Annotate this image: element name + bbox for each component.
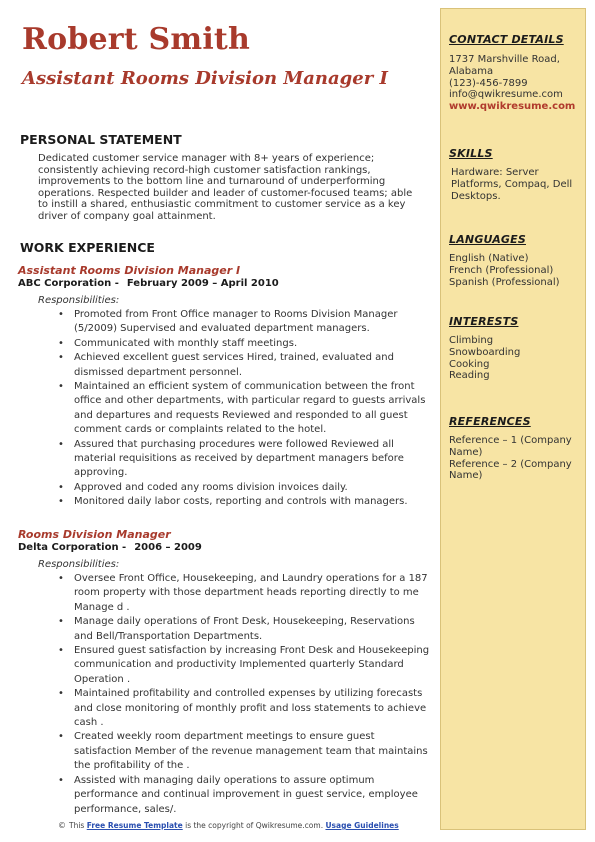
list-item: Spanish (Professional) xyxy=(449,276,560,288)
list-item: • Communicated with monthly staff meetings. xyxy=(58,337,430,351)
skills-section xyxy=(449,147,583,202)
job-title: Assistant Rooms Division Manager I xyxy=(18,264,241,277)
list-item: Snowboarding xyxy=(449,346,521,358)
job-entry xyxy=(18,264,430,510)
personal-statement-heading: PERSONAL STATEMENT xyxy=(20,132,182,147)
list-item: Climbing xyxy=(449,335,494,346)
list-item: • Oversee Front Office, Housekeeping, and Laundry operations for a 187 room property with those department heads reporting directly to me Manage d . xyxy=(58,572,430,615)
sidebar xyxy=(440,8,586,830)
responsibilities-label: Responsibilities: xyxy=(38,559,120,570)
candidate-name: Robert Smith xyxy=(22,22,250,57)
references-heading: REFERENCES xyxy=(449,415,531,428)
list-item: • Promoted from Front Office manager to Rooms Division Manager (5/2009) Supervised and evaluated department managers. xyxy=(58,308,430,337)
list-item: • Monitored daily labor costs, reporting and controls with managers. xyxy=(58,495,430,509)
footer-prefix: This xyxy=(69,821,85,830)
usage-guidelines-link[interactable]: Usage Guidelines xyxy=(325,821,399,830)
list-item: • Assisted with managing daily operations to assure optimum performance and continual improvement in guest service, employee performance, sales/. xyxy=(58,774,430,817)
contact-heading: CONTACT DETAILS xyxy=(449,33,564,46)
list-item: • Ensured guest satisfaction by increasing Front Desk and Housekeeping communication and productivity Implemented quarterly Standard Operation . xyxy=(58,644,430,687)
list-item: • Assured that purchasing procedures were followed Reviewed all material requisitions as received by department managers before approving. xyxy=(58,438,430,481)
skills-heading: SKILLS xyxy=(449,147,493,160)
company-name: ABC Corporation - xyxy=(18,278,119,289)
languages-heading: LANGUAGES xyxy=(449,233,526,246)
work-experience-heading: WORK EXPERIENCE xyxy=(20,240,155,255)
personal-statement-text: Dedicated customer service manager with 8+ years of experience; consistently achieving record-high customer satisfaction rankings, improvements to the bottom line and turnaround of underperforming operations. Respected builder and leader of customer-focused teams; able to instill a shared, enthusiastic commitment to customer service as a key driver of company goal attainment. xyxy=(38,153,413,222)
contact-address: 1737 Marshville Road, Alabama xyxy=(449,54,560,77)
responsibilities-label: Responsibilities: xyxy=(38,295,120,306)
interests-heading: INTERESTS xyxy=(449,315,519,328)
job-entry xyxy=(18,528,430,817)
interests-section xyxy=(449,315,583,382)
contact-email[interactable]: info@qwikresume.com xyxy=(449,89,563,101)
copyright-icon: © xyxy=(58,821,66,830)
responsibilities-list xyxy=(58,572,430,817)
main-column xyxy=(18,0,430,842)
list-item: Reading xyxy=(449,370,490,382)
responsibilities-list xyxy=(58,308,430,510)
list-item: • Created weekly room department meetings to ensure guest satisfaction Member of the revenue management team that maintains the profitability of the . xyxy=(58,730,430,773)
list-item: • Manage daily operations of Front Desk, Housekeeping, Reservations and Bell/Transportation Departments. xyxy=(58,615,430,644)
contact-section xyxy=(449,33,583,113)
footer-middle: is the copyright of Qwikresume.com. xyxy=(185,821,324,830)
job-company xyxy=(18,542,430,553)
company-name: Delta Corporation - xyxy=(18,542,127,553)
list-item: French (Professional) xyxy=(449,264,554,276)
contact-website-link[interactable]: www.qwikresume.com xyxy=(449,101,576,113)
list-item: • Approved and coded any rooms division invoices daily. xyxy=(58,481,430,495)
job-dates: February 2009 – April 2010 xyxy=(126,278,279,289)
list-item: English (Native) xyxy=(449,253,529,264)
list-item: • Achieved excellent guest services Hired, trained, evaluated and dismissed department personnel. xyxy=(58,351,430,380)
list-item: Cooking xyxy=(449,358,490,370)
footer xyxy=(58,821,399,830)
list-item: • Maintained an efficient system of communication between the front office and other departments, with particular regard to guests arrivals and departures and requests Reviewed and responded to all guest comment cards or complaints related to the hotel. xyxy=(58,380,430,438)
job-title: Rooms Division Manager xyxy=(18,528,171,541)
list-item: Reference – 2 (Company Name) xyxy=(449,458,572,482)
contact-phone: (123)-456-7899 xyxy=(449,77,528,89)
free-resume-template-link[interactable]: Free Resume Template xyxy=(86,821,183,830)
list-item: Reference – 1 (Company Name) xyxy=(449,435,572,458)
job-dates: 2006 – 2009 xyxy=(134,542,202,553)
list-item: • Maintained profitability and controlled expenses by utilizing forecasts and close monitoring of monthly profit and loss statements to achieve cash . xyxy=(58,687,430,730)
skills-text: Hardware: Server Platforms, Compaq, Dell Desktops. xyxy=(451,167,573,202)
candidate-title: Assistant Rooms Division Manager I xyxy=(22,68,388,89)
languages-section xyxy=(449,233,583,288)
references-section xyxy=(449,415,583,482)
job-company xyxy=(18,278,430,289)
